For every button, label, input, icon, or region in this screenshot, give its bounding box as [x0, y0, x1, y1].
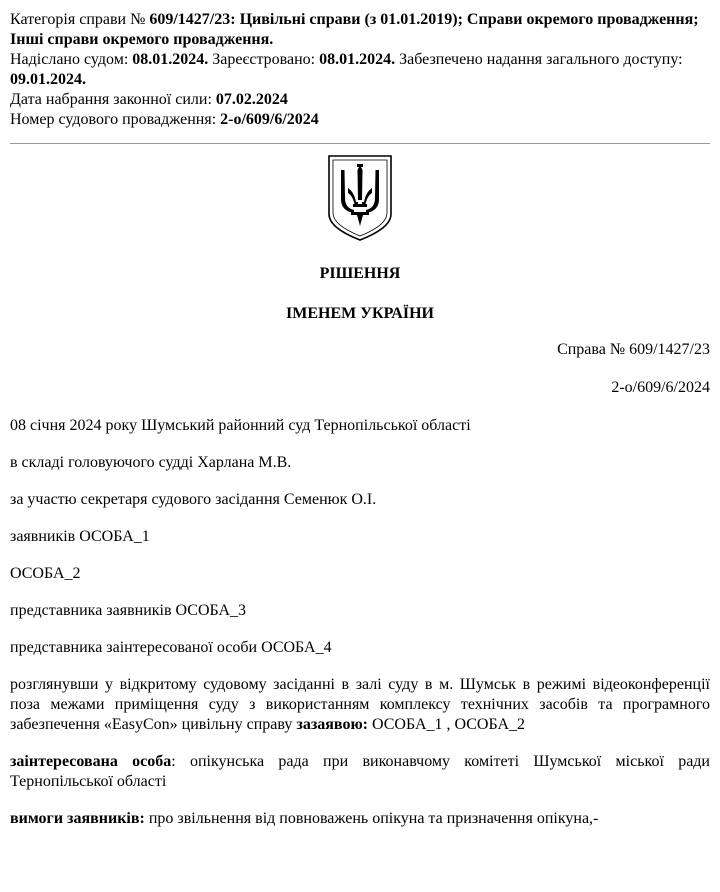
legal-force-date: 07.02.2024: [215, 91, 288, 108]
interested-party: [10, 752, 710, 792]
document-title: РІШЕННЯ: [319, 265, 401, 282]
secretary-line: за участю секретаря судового засідання Семенюк О.І.: [10, 491, 377, 508]
interested-party-label: заінтересована особа: [10, 753, 172, 770]
category-label: Категорія справи №: [10, 11, 150, 28]
legal-force-line: [10, 90, 710, 110]
applicants-claims: [10, 809, 710, 829]
proceeding-label: Номер судового провадження:: [10, 111, 221, 128]
category-value: 609/1427/23: Цивільні справи (з 01.01.2019); Справи окремого провадження; Інші справи окремого провадження.: [10, 11, 699, 48]
access-date: 09.01.2024.: [10, 71, 86, 88]
trident-coat-of-arms-icon: [327, 154, 393, 242]
applicants-line: заявників ОСОБА_1: [10, 528, 150, 545]
case-description-tail: ОСОБА_1 , ОСОБА_2: [368, 716, 526, 733]
registered-date: 08.01.2024.: [319, 51, 396, 68]
sent-label: Надіслано судом:: [10, 51, 133, 68]
claims-label: вимоги заявників:: [10, 810, 145, 827]
sent-date: 08.01.2024.: [132, 51, 209, 68]
proceeding-number: 2-о/609/6/2024: [611, 379, 710, 396]
case-description-text: розглянувши у відкритому судовому засіданні в залі суду в м. Шумськ в режимі відеоконференції поза межами приміщення суду з використанням комплексу технічних засобів та програмного забезпечення «EasyCon» цивільну справу: [10, 676, 710, 733]
document-subtitle: ІМЕНЕМ УКРАЇНИ: [286, 305, 434, 322]
case-number: Справа № 609/1427/23: [557, 341, 710, 358]
case-description-bold: зазаявою:: [296, 716, 368, 733]
interested-party-representative-line: представника заінтересованої особи ОСОБА_4: [10, 639, 332, 656]
interested-party-text: : опікунська рада при виконавчому комітеті Шумської міської ради Тернопільської області: [10, 753, 710, 790]
claims-text: про звільнення від повноважень опікуна та призначення опікуна,-: [144, 810, 599, 827]
divider: [10, 143, 710, 144]
legal-force-label: Дата набрання законної сили:: [10, 91, 216, 108]
case-category: [10, 10, 710, 50]
emblem: [10, 154, 710, 242]
dates-line: [10, 50, 710, 90]
case-description: [10, 675, 710, 735]
registered-label: Зареєстровано:: [208, 51, 320, 68]
proceeding-value: 2-о/609/6/2024: [220, 111, 319, 128]
applicant-2-line: ОСОБА_2: [10, 565, 81, 582]
proceeding-line: [10, 110, 710, 130]
court-date-line: 08 січня 2024 року Шумський районний суд Тернопільської області: [10, 417, 471, 434]
judge-line: в складі головуючого судді Харлана М.В.: [10, 454, 292, 471]
applicants-representative-line: представника заявників ОСОБА_3: [10, 602, 247, 619]
access-label: Забезпечено надання загального доступу:: [395, 51, 683, 68]
document-metadata: [10, 10, 710, 130]
